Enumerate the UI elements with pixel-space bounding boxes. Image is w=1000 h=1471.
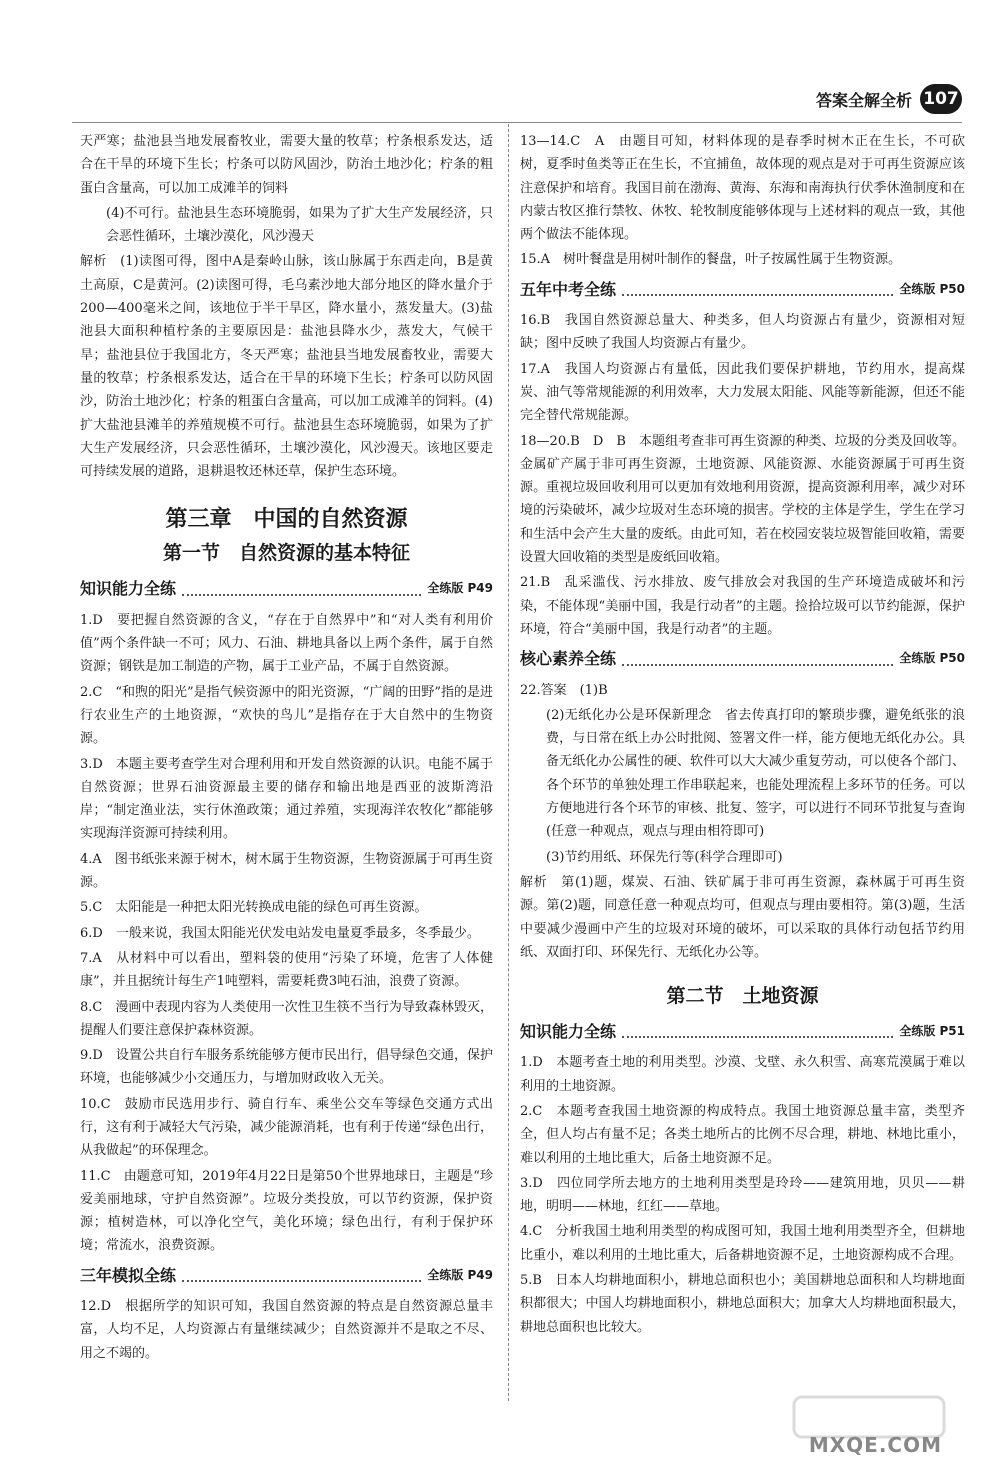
header-label: 答案全解全析	[815, 90, 912, 110]
dotted-leader	[182, 1280, 421, 1282]
answer-item: 11.C 由题意可知，2019年4月22日是第50个世界地球日，主题是“珍爱美丽地球，守护自然资源”。垃圾分类投放，可以节约资源，保护资源；植树造林，可以净化空气，美化环境；绿色出行，有利于保护环境；常流水，浪费资源。	[80, 1168, 493, 1254]
section-bar-title: 三年模拟全练	[80, 1265, 177, 1285]
right-column	[520, 130, 965, 1341]
answer-item: 5.C 太阳能是一种把太阳光转换成电能的绿色可再生资源。	[80, 900, 428, 916]
answer-item: 8.C 漫画中表现内容为人类使用一次性卫生筷不当行为导致森林毁灭，提醒人们要注意保护森林资源。	[80, 999, 493, 1038]
column-divider	[508, 124, 509, 1401]
section-bar-ref: 全练版 P50	[899, 651, 965, 666]
section-bar	[520, 647, 965, 670]
analysis-paragraph: 解析 第(1)题，煤炭、石油、铁矿属于非可再生资源，森林属于可再生资源。第(2)题，同意任意一种观点均可，但观点与理由要相符。第(3)题，生活中要减少漫画中产生的垃圾对环境的破坏，可以采取的具体行动包括节约用纸、双面打印、环保先行、无纸化办公等。	[520, 874, 965, 960]
section-bar-ref: 全练版 P51	[899, 1024, 965, 1039]
answer-item: 21.B 乱采滥伐、污水排放、废气排放会对我国的生产环境造成破坏和污染，不能体现“美丽中国，我是行动者”的主题。捡拾垃圾可以节约能源，保护环境，符合“美丽中国，我是行动者”的主题。	[520, 575, 965, 637]
section-bar-ref: 全练版 P50	[899, 281, 965, 296]
analysis-paragraph: 解析 (1)读图可得，图中A是秦岭山脉，该山脉属于东西走向，B是黄土高原，C是黄河。(2)读图可得，毛乌素沙地大部分地区的降水量介于200—400毫米之间，该地位于半干旱区，降水量小，蒸发量大。(3)盐池县大面积种植柠条的主要原因是：盐池县降水少，蒸发大，气候干旱；盐池县位于我国北方，冬天严寒；盐池县当地发展畜牧业，需要大量的牧草；柠条根系发达，适合在干旱的环境下生长；柠条可以防风固沙，防治土地沙化；柠条的粗蛋白含量高，可以加工成滩羊的饲料。(4)扩大盐池县滩羊的养殖规模不可行。盐池县生态环境脆弱，如果为了扩大生产发展经济，只会恶性循环，土壤沙漠化，风沙漫天。该地区要走可持续发展的道路，退耕退牧还林还草，保护生态环境。	[80, 254, 493, 480]
answer-item: 12.D 根据所学的知识可知，我国自然资源的特点是自然资源总量丰富，人均不足，人均资源占有量继续减少；自然资源并不是取之不尽、用之不竭的。	[80, 1299, 493, 1361]
answer-item: 3.D 本题主要考查学生对合理利用和开发自然资源的认识。电能不属于自然资源；世界石油资源最主要的储存和输出地是西亚的波斯湾沿岸；“制定渔业法，实行休渔政策；通过养殖，实现海洋农牧化”都能够实现海洋资源可持续利用。	[80, 756, 493, 842]
answer-paragraph: (3)节约用纸、环保先行等(科学合理即可)	[546, 849, 783, 865]
answer-item: 6.D 一般来说，我国太阳能光伏发电站发电量夏季最多，冬季最少。	[80, 925, 480, 941]
section-title: 第二节 土地资源	[666, 985, 819, 1008]
section-bar-title: 五年中考全练	[520, 279, 617, 299]
section-title: 第一节 自然资源的基本特征	[162, 542, 410, 565]
dotted-leader	[182, 594, 421, 596]
answer-item: 4.C 分析我国土地利用类型的构成图可知，我国土地利用类型齐全，但耕地比重小，难以利用的土地比重大，后备耕地资源不足，土地资源构成不合理。	[520, 1224, 965, 1263]
answer-item: 10.C 鼓励市民选用步行、骑自行车、乘坐公交车等绿色交通方式出行，这有利于减轻大气污染，减少能源消耗，也有利于传递“绿色出行，从我做起”的环保理念。	[80, 1096, 493, 1159]
answer-item: 18—20.B D B 本题组考查非可再生资源的种类、垃圾的分类及回收等。金属矿产属于非可再生资源，土地资源、风能资源、水能资源属于可再生资源。重视垃圾回收利用可以更加有效地利用资源，提高资源利用率，减少对环境的污染破坏，减少垃圾对生态环境的损害。学校的主体是学生，学生在学习和生活中会产生大量的废纸。由此可知，若在校园安装垃圾智能回收箱，需要设置大回收箱的类型是废纸回收箱。	[520, 433, 965, 566]
answer-item: 1.D 本题考查土地的利用类型。沙漠、戈壁、永久积雪、高寒荒漠属于难以利用的土地资源。	[520, 1055, 965, 1094]
page-number: 107	[920, 84, 962, 114]
answer-item: 22.答案 (1)B	[520, 682, 608, 698]
section-bar-title: 知识能力全练	[80, 579, 177, 599]
answer-paragraph: (2)无纸化办公是环保新理念 省去传真打印的繁琐步骤，避免纸张的浪费，与日常在纸上办公时批阅、签署文件一样，能方便地无纸化办公。具备无纸化办公属性的硬、软件可以大大减少重复劳动，可以使各个部门、各个环节的单独处理工作串联起来，也能处理流程上多环节的任务。可以方便地进行各个环节的审核、批复、签字，可以进行不同环节批复与查询(任意一种观点，观点与理由相符即可)	[546, 707, 965, 840]
watermark-text: MXQE.COM	[808, 1433, 942, 1457]
section-bar-ref: 全练版 P49	[427, 581, 493, 596]
answer-item: 13—14.C A 由题目可知，材料体现的是春季时树木正在生长，不可砍树，夏季时鱼类等正在生长，不宜捕鱼，故体现的观点是对于可再生资源应该注意保护和培育。我国目前在渤海、黄海、东海和南海执行伏季休渔制度和在内蒙古牧区推行禁牧、休牧、轮牧制度能够体现与上述材料的观点一致，其他两个做法不能体现。	[520, 134, 965, 243]
section-bar-ref: 全练版 P49	[427, 1267, 493, 1282]
answer-paragraph: (4)不可行。盐池县生态环境脆弱，如果为了扩大生产发展经济，只会恶性循环，土壤沙漠化，风沙漫天	[106, 205, 493, 245]
answer-item: 3.D 四位同学所去地方的土地利用类型是玲玲——建筑用地，贝贝——耕地，明明——林地，红红——草地。	[520, 1175, 965, 1215]
answer-item: 7.A 从材料中可以看出，塑料袋的使用“污染了环境，危害了人体健康”，并且据统计每生产1吨塑料，需要耗费3吨石油，浪费了资源。	[80, 950, 493, 990]
answer-item: 2.C 本题考查我国土地资源的构成特点。我国土地资源总量丰富，类型齐全，但人均占有量不足；各类土地所占的比例不尽合理，耕地、林地比重小，难以利用的土地比重大，后备土地资源不足。	[520, 1103, 965, 1166]
section-bar-title: 核心素养全练	[520, 649, 617, 669]
section-bar	[80, 577, 493, 600]
section-bar	[520, 1020, 965, 1043]
answer-item: 16.B 我国自然资源总量大、种类多，但人均资源占有量少，资源相对短缺；图中反映了我国人均资源占有量少。	[520, 313, 965, 352]
dotted-leader	[622, 1036, 893, 1038]
answer-item: 15.A 树叶餐盘是用树叶制作的餐盘，叶子按属性属于生物资源。	[520, 252, 902, 268]
left-column	[80, 130, 493, 1367]
answer-item: 9.D 设置公共自行车服务系统能够方便市民出行，倡导绿色交通，保护环境，也能够减少小交通压力，与增加财政收入无关。	[80, 1048, 493, 1087]
answer-item: 5.B 日本人均耕地面积小，耕地总面积也小；美国耕地总面积和人均耕地面积都很大；中国人均耕地面积小，耕地总面积大；加拿大人均耕地面积最大，耕地总面积也比较大。	[520, 1273, 965, 1335]
section-bar-title: 知识能力全练	[520, 1022, 617, 1042]
section-bar	[520, 278, 965, 301]
page-header	[816, 84, 962, 114]
answer-item: 17.A 我国人均资源占有量低，因此我们要保护耕地，节约用水，提高煤炭、油气等常规能源的利用效率，大力发展太阳能、风能等新能源，但还不能完全替代常规能源。	[520, 361, 965, 424]
top-rule	[72, 122, 962, 123]
dotted-leader	[622, 664, 893, 666]
answer-item: 1.D 要把握自然资源的含义，“存在于自然界中”和“对人类有利用价值”两个条件缺一不可；风力、石油、耕地具备以上两个条件，属于自然资源；钢铁是加工制造的产物，属于工业产品，不属于自然资源。	[80, 612, 493, 675]
section-bar	[80, 1264, 493, 1287]
answer-item: 2.C “和煦的阳光”是指气候资源中的阳光资源，“广阔的田野”指的是进行农业生产的土地资源，“欢快的鸟儿”是指存在于大自然中的生物资源。	[80, 684, 493, 747]
chapter-title: 第三章 中国的自然资源	[165, 507, 408, 533]
answer-item: 4.A 图书纸张来源于树木，树木属于生物资源，生物资源属于可再生资源。	[80, 851, 493, 891]
dotted-leader	[622, 294, 893, 296]
answer-paragraph: 天严寒；盐池县当地发展畜牧业，需要大量的牧草；柠条根系发达，适合在干旱的环境下生长；柠条可以防风固沙，防治土地沙化；柠条的粗蛋白含量高，可以加工成滩羊的饲料	[80, 134, 493, 196]
